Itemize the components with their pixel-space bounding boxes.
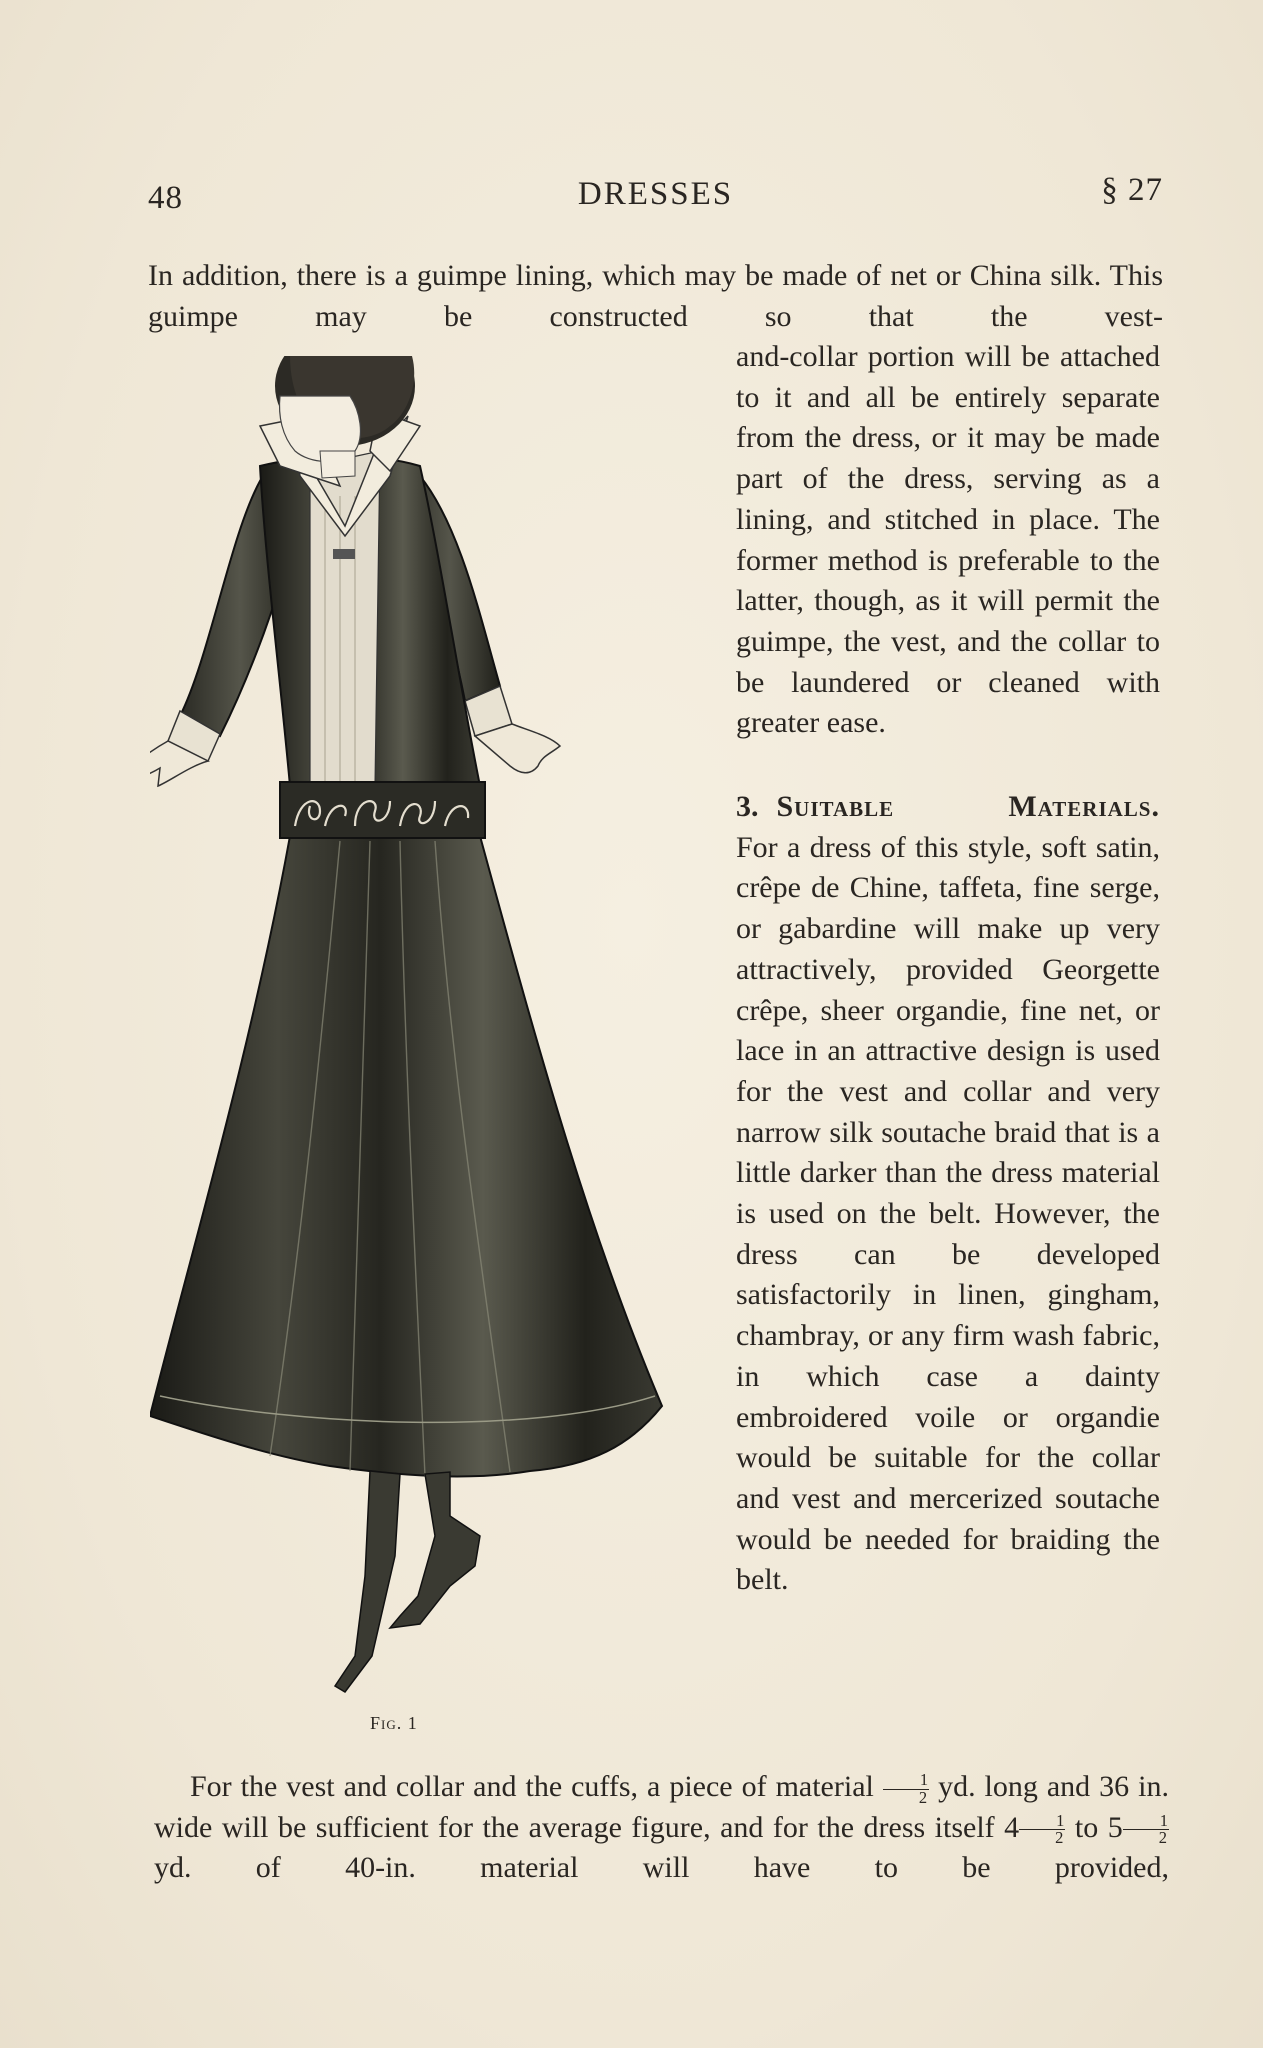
section-heading	[736, 787, 1160, 828]
page-number: 48	[148, 180, 183, 216]
closing-paragraph	[154, 1767, 1169, 1889]
column-paragraph-1: and-collar portion will be attached to it and all be entirely separate from the dress, or it may be made part of the dress, serving as a lining, and stitched in place. The former method is preferable to the latter, though, as it will permit the guimpe, the vest, and the collar to be laundered or cleaned with greater ease.	[736, 340, 1160, 740]
closing-text-part-4: yd. of 40-in. material will have to be provided,	[154, 1851, 1169, 1885]
section-heading-title: Suitable Materials.	[776, 790, 1160, 824]
column-paragraph-2: For a dress of this style, soft satin, crêpe de Chine, taffeta, fine serge, or gabardine will make up very attractively, provided Georgette crêpe, sheer organdie, fine net, or lace in an attractive design is used for the vest and collar and very narrow silk soutache braid that is a little darker than the dress material is used on the belt. However, the dress can be developed satisfactorily in linen, gingham, chambray, or any firm wash fabric, in which case a dainty embroidered voile or organdie would be suitable for the collar and vest and mercerized soutache would be needed for braiding the belt.	[736, 830, 1160, 1597]
intro-paragraph	[148, 256, 1163, 337]
right-column	[736, 337, 1160, 1601]
closing-text-part-1: For the vest and collar and the cuffs, a piece of material	[190, 1770, 874, 1803]
fraction-half: $\frac{1}{2}$	[883, 1772, 929, 1806]
intro-text: In addition, there is a guimpe lining, which may be made of net or China silk. This guimpe may be constructed so that the vest-	[148, 259, 1163, 333]
figure-caption: Fig. 1	[370, 1713, 418, 1733]
running-head	[148, 172, 1163, 222]
fraction-half: $\frac{1}{2}$	[1123, 1813, 1169, 1847]
section-number: § 27	[1101, 172, 1163, 208]
chapter-title: DRESSES	[577, 176, 734, 212]
fraction-half: $\frac{1}{2}$	[1019, 1813, 1065, 1847]
closing-text	[154, 1767, 1169, 1889]
dress-illustration	[150, 356, 730, 1716]
closing-text-part-3: to 5	[1074, 1810, 1123, 1844]
closing-text-part-2: yd. long and 36 in. wide will be sufficient for the average figure, and for the dress itself 4	[154, 1770, 1169, 1844]
section-heading-number: 3.	[736, 790, 759, 824]
